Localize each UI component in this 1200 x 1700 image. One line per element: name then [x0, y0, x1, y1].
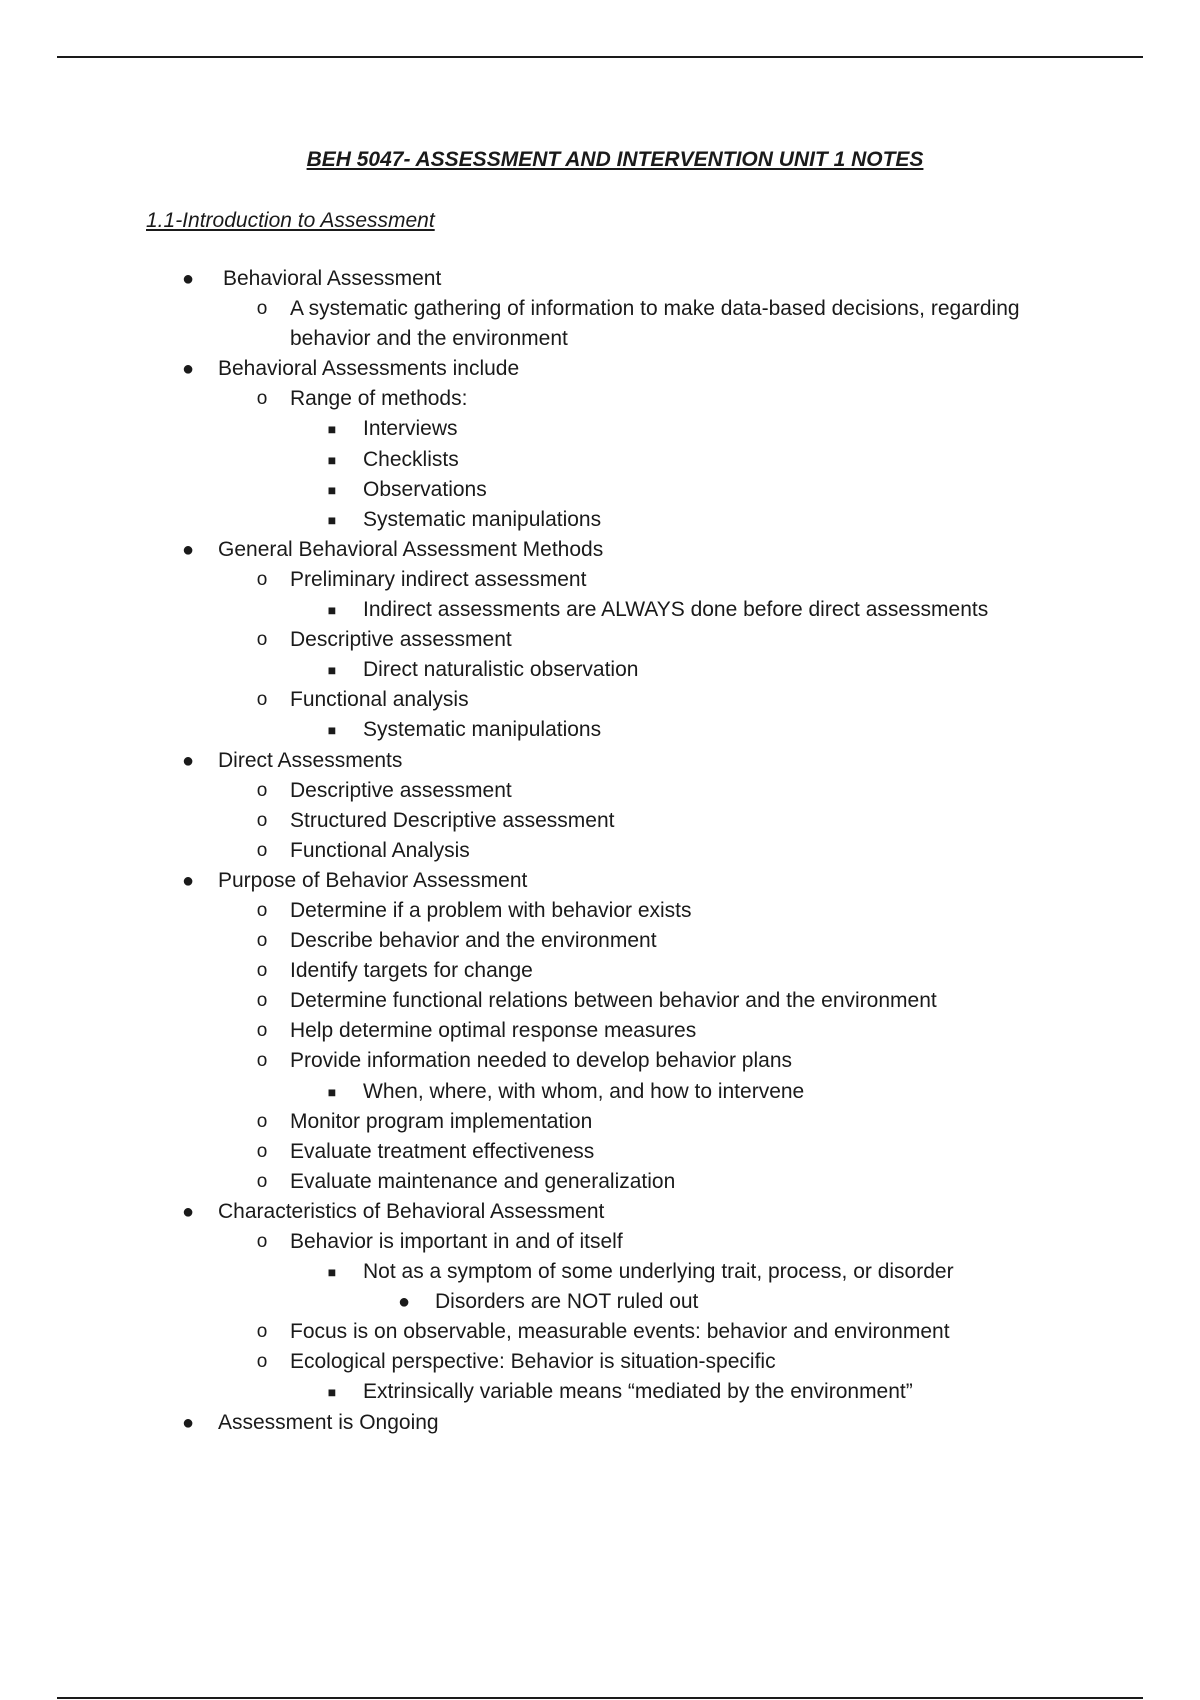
- bullet-disc-icon: ●: [181, 1200, 195, 1223]
- bullet-square-icon: ■: [327, 722, 337, 739]
- bullet-circle-icon: o: [256, 839, 268, 861]
- list-item: [0, 1408, 1200, 1438]
- list-item: [0, 1107, 1200, 1137]
- bullet-disc-icon: ●: [181, 358, 195, 381]
- list-item-text: Behavioral Assessment: [223, 267, 442, 290]
- bullet-disc-icon: ●: [181, 749, 195, 772]
- list-item: [0, 565, 1200, 595]
- list-item: [0, 1377, 1200, 1407]
- list-item: [0, 806, 1200, 836]
- bullet-circle-icon: o: [256, 779, 268, 801]
- bullet-circle-icon: o: [256, 1170, 268, 1192]
- list-item-text: Extrinsically variable means “mediated by the environment”: [363, 1380, 913, 1404]
- list-item: [0, 384, 1200, 414]
- list-item-text: When, where, with whom, and how to intervene: [363, 1079, 805, 1103]
- bullet-circle-icon: o: [256, 1351, 268, 1373]
- list-item-text: Evaluate maintenance and generalization: [290, 1169, 676, 1193]
- bullet-disc-icon: ●: [181, 268, 195, 290]
- list-item-text: Descriptive assessment: [290, 628, 512, 652]
- list-item: [0, 475, 1200, 505]
- bullet-square-icon: ■: [327, 451, 337, 468]
- list-item: [0, 1137, 1200, 1167]
- list-item-text: Purpose of Behavior Assessment: [218, 868, 528, 892]
- list-item-text: Functional analysis: [290, 688, 469, 712]
- bullet-circle-icon: o: [256, 1321, 268, 1343]
- bullet-circle-icon: o: [256, 689, 268, 711]
- bullet-circle-icon: o: [256, 809, 268, 831]
- bullet-square-icon: ■: [327, 602, 337, 619]
- list-item: [0, 1287, 1200, 1317]
- list-item-text: Focus is on observable, measurable events: behavior and environment: [290, 1320, 950, 1344]
- list-item: [0, 776, 1200, 806]
- list-item-text: Determine if a problem with behavior exists: [290, 898, 692, 922]
- list-item-text: Determine functional relations between behavior and the environment: [290, 989, 937, 1013]
- list-item: [0, 264, 1200, 294]
- bullet-circle-icon: o: [256, 388, 268, 410]
- list-item-text: Checklists: [363, 447, 459, 471]
- bullet-circle-icon: o: [256, 1050, 268, 1072]
- list-item: [0, 354, 1200, 384]
- list-item: [0, 746, 1200, 776]
- list-item: [0, 866, 1200, 896]
- bullet-square-icon: ■: [327, 511, 337, 528]
- list-item-text: Range of methods:: [290, 387, 468, 411]
- bullet-square-icon: ■: [327, 1083, 337, 1100]
- list-item: [0, 1257, 1200, 1287]
- bullet-circle-icon: o: [256, 990, 268, 1012]
- bullet-disc-icon: ●: [397, 1291, 411, 1314]
- list-item: [0, 1347, 1200, 1377]
- list-item: [0, 655, 1200, 685]
- list-item: [0, 1227, 1200, 1257]
- list-item-text: Observations: [363, 477, 487, 501]
- list-item: [0, 505, 1200, 535]
- list-item-text: Preliminary indirect assessment: [290, 567, 587, 591]
- bullet-circle-icon: o: [256, 629, 268, 651]
- list-item-text: Help determine optimal response measures: [290, 1019, 697, 1043]
- bullet-circle-icon: o: [256, 930, 268, 952]
- list-item-text: Identify targets for change: [290, 959, 533, 983]
- list-item: [0, 836, 1200, 866]
- footer-rule: [57, 1697, 1143, 1699]
- list-item: [0, 414, 1200, 444]
- list-item: [0, 1046, 1200, 1076]
- list-item-text: Describe behavior and the environment: [290, 929, 657, 953]
- document-title: BEH 5047- ASSESSMENT AND INTERVENTION UNIT 1 NOTES: [306, 148, 924, 171]
- bullet-circle-icon: o: [256, 1231, 268, 1252]
- list-item-text: Functional Analysis: [290, 838, 470, 862]
- list-item: [0, 445, 1200, 475]
- list-item-text: Indirect assessments are ALWAYS done before direct assessments: [363, 598, 989, 622]
- bullet-circle-icon: o: [256, 568, 268, 590]
- list-item-text: Not as a symptom of some underlying trait, process, or disorder: [363, 1260, 954, 1284]
- list-item-text: General Behavioral Assessment Methods: [218, 537, 604, 561]
- list-item: [0, 595, 1200, 625]
- bullet-disc-icon: ●: [181, 1411, 195, 1434]
- bullet-circle-icon: o: [256, 1140, 268, 1162]
- list-item-text: Descriptive assessment: [290, 778, 512, 802]
- list-item: [0, 535, 1200, 565]
- list-item-text: Ecological perspective: Behavior is situation-specific: [290, 1350, 776, 1374]
- bullet-square-icon: ■: [327, 1264, 337, 1281]
- list-item-text: Structured Descriptive assessment: [290, 808, 615, 832]
- list-item-text: Behavior is important in and of itself: [290, 1230, 623, 1253]
- bullet-circle-icon: o: [256, 960, 268, 982]
- list-item: [0, 1016, 1200, 1046]
- list-item: [0, 896, 1200, 926]
- list-item: [0, 715, 1200, 745]
- list-item: [0, 986, 1200, 1016]
- bullet-circle-icon: o: [256, 1020, 268, 1042]
- list-item-text: Characteristics of Behavioral Assessment: [218, 1199, 605, 1223]
- bullet-square-icon: ■: [327, 1384, 337, 1401]
- list-item: [0, 1197, 1200, 1227]
- bullet-square-icon: ■: [327, 481, 337, 498]
- notes-outline: [0, 264, 1200, 1438]
- bullet-circle-icon: o: [256, 298, 268, 320]
- list-item: [0, 1167, 1200, 1197]
- bullet-square-icon: ■: [327, 421, 337, 438]
- list-item: [0, 685, 1200, 715]
- list-item-text: Monitor program implementation: [290, 1109, 593, 1133]
- bullet-square-icon: ■: [327, 662, 337, 679]
- list-item-text: Systematic manipulations: [363, 718, 602, 742]
- bullet-circle-icon: o: [256, 1110, 268, 1132]
- bullet-disc-icon: ●: [181, 869, 195, 892]
- list-item-text: Direct Assessments: [218, 748, 403, 772]
- list-item-text: Evaluate treatment effectiveness: [290, 1139, 595, 1163]
- section-heading: 1.1-Introduction to Assessment: [146, 209, 435, 232]
- list-item-text: Disorders are NOT ruled out: [435, 1290, 699, 1314]
- list-item-text: Behavioral Assessments include: [218, 357, 520, 381]
- list-item-text: A systematic gathering of information to make data-based decisions, regarding behavior and the environment: [290, 297, 1020, 351]
- bullet-circle-icon: o: [256, 899, 268, 921]
- list-item-text: Systematic manipulations: [363, 507, 602, 531]
- list-item: [0, 956, 1200, 986]
- list-item: [0, 1077, 1200, 1107]
- bullet-disc-icon: ●: [181, 538, 195, 561]
- header-rule: [57, 56, 1143, 58]
- list-item: [0, 294, 1200, 354]
- list-item-text: Interviews: [363, 417, 458, 441]
- list-item: [0, 625, 1200, 655]
- list-item: [0, 926, 1200, 956]
- list-item-text: Provide information needed to develop behavior plans: [290, 1049, 793, 1073]
- list-item: [0, 1317, 1200, 1347]
- list-item-text: Assessment is Ongoing: [218, 1410, 439, 1434]
- list-item-text: Direct naturalistic observation: [363, 658, 639, 682]
